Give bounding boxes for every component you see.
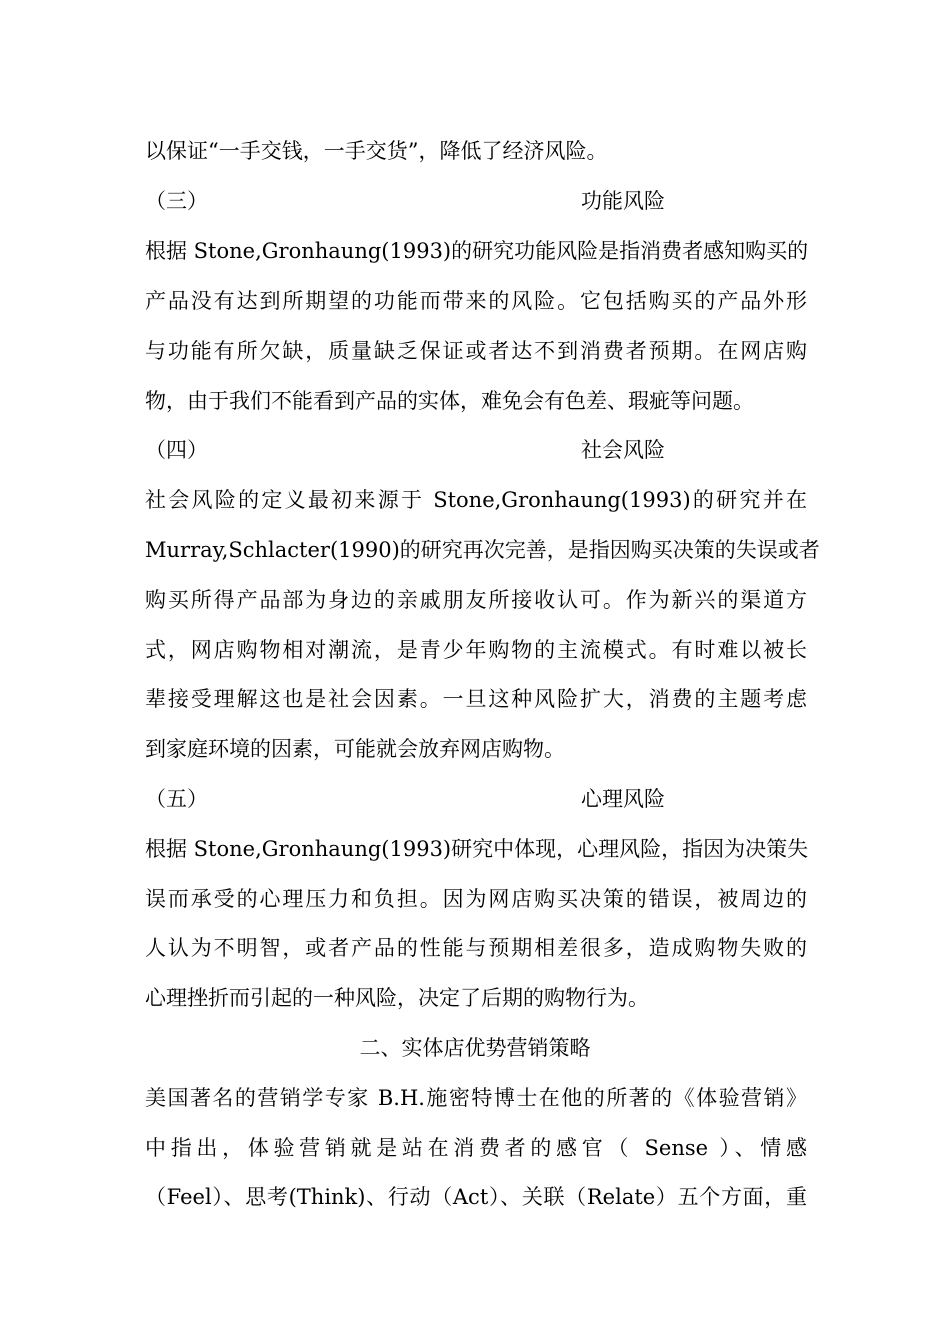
paragraph-line: Murray,Schlacter(1990)的研究再次完善，是指因购买决策的失误或者: [145, 538, 820, 562]
paragraph-line: 购买所得产品部为身边的亲戚朋友所接收认可。作为新兴的渠道方: [145, 588, 807, 612]
section-number: （五）: [145, 787, 208, 811]
paragraph-line: 美国著名的营销学专家 B.H.施密特博士在他的所著的《体验营销》: [145, 1086, 807, 1110]
paragraph-line: 到家庭环境的因素，可能就会放弃网店购物。: [145, 737, 565, 761]
section-title: 心理风险: [581, 787, 665, 811]
paragraph-line: 式，网店购物相对潮流，是青少年购物的主流模式。有时难以被长: [145, 638, 807, 662]
paragraph-line: 根据 Stone,Gronhaung(1993)的研究功能风险是指消费者感知购买的: [145, 239, 809, 263]
section-title: 社会风险: [581, 438, 665, 462]
paragraph-line: （Feel）、思考(Think)、行动（Act）、关联（Relate）五个方面，重: [145, 1185, 807, 1209]
paragraph-line: 人认为不明智，或者产品的性能与预期相差很多，造成购物失败的: [145, 936, 807, 960]
paragraph-line: 与功能有所欠缺，质量缺乏保证或者达不到消费者预期。在网店购: [145, 339, 807, 363]
section-number: （四）: [145, 438, 208, 462]
section-number: （三）: [145, 189, 208, 213]
paragraph-line: 以保证“一手交钱，一手交货”，降低了经济风险。: [145, 139, 608, 163]
paragraph-line: 中指出，体验营销就是站在消费者的感官（ Sense ）、情感: [145, 1136, 807, 1160]
paragraph-line: 误而承受的心理压力和负担。因为网店购买决策的错误，被周边的: [145, 887, 807, 911]
section-title: 功能风险: [581, 189, 665, 213]
section-heading: 二、实体店优势营销策略: [359, 1036, 591, 1060]
paragraph-line: 心理挫折而引起的一种风险，决定了后期的购物行为。: [145, 986, 649, 1010]
paragraph-line: 产品没有达到所期望的功能而带来的风险。它包括购买的产品外形: [145, 289, 807, 313]
paragraph-line: 物，由于我们不能看到产品的实体，难免会有色差、瑕疵等问题。: [145, 389, 754, 413]
paragraph-line: 根据 Stone,Gronhaung(1993)研究中体现，心理风险，指因为决策失: [145, 837, 809, 861]
paragraph-line: 社会风险的定义最初来源于 Stone,Gronhaung(1993)的研究并在: [145, 488, 807, 512]
paragraph-line: 辈接受理解这也是社会因素。一旦这种风险扩大，消费的主题考虑: [145, 687, 807, 711]
